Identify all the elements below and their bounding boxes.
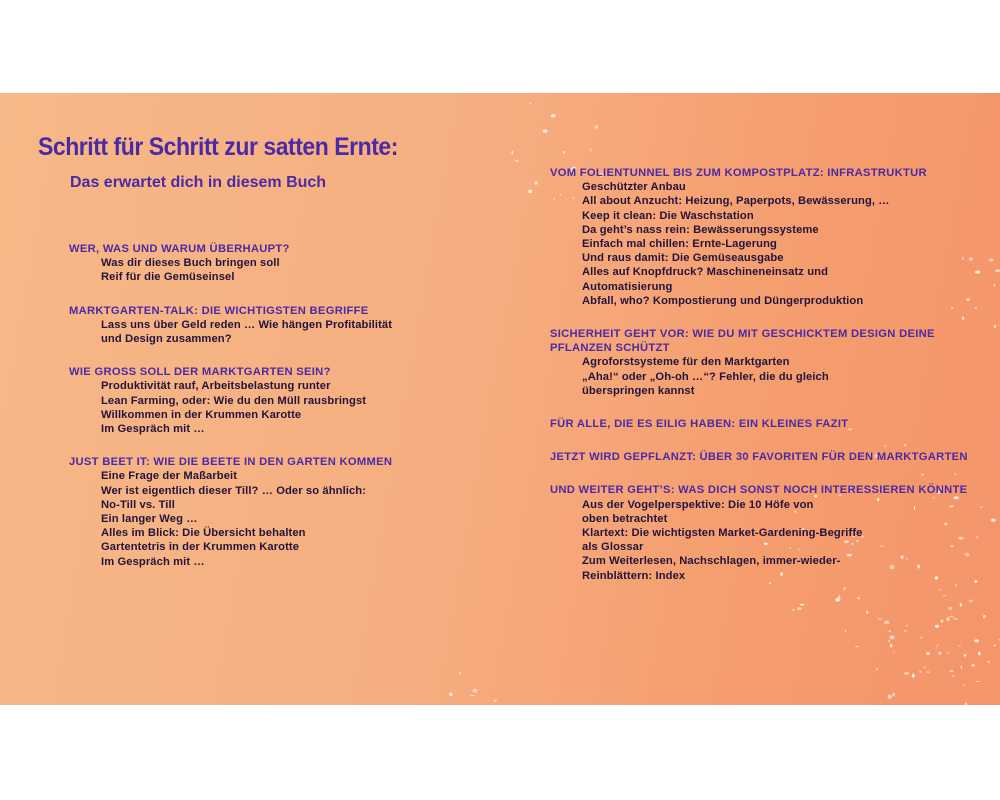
toc-section bbox=[550, 417, 970, 431]
toc-item: Eine Frage der Maßarbeit bbox=[101, 470, 238, 483]
toc-item: Aus der Vogelperspektive: Die 10 Höfe von bbox=[582, 498, 814, 511]
toc-item-list bbox=[550, 355, 970, 398]
toc-item: Im Gespräch mit … bbox=[101, 555, 205, 568]
toc-item: Lean Farming, oder: Wie du den Müll rausbringst bbox=[101, 394, 367, 407]
toc-item: No-Till vs. Till bbox=[101, 498, 175, 511]
toc-item: „Aha!“ oder „Oh-oh …“? Fehler, die du gleich bbox=[582, 370, 829, 383]
toc-section-heading: JUST BEET IT: WIE DIE BEETE IN DEN GARTEN KOMMEN bbox=[69, 456, 393, 469]
toc-item-list bbox=[550, 498, 970, 583]
toc-section-heading: MARKTGARTEN-TALK: DIE WICHTIGSTEN BEGRIFFE bbox=[69, 304, 369, 317]
toc-section bbox=[550, 483, 970, 582]
toc-item: Im Gespräch mit … bbox=[101, 423, 205, 436]
toc-item: Und raus damit: Die Gemüseausgabe bbox=[582, 252, 784, 265]
toc-section-heading: UND WEITER GEHT’S: WAS DICH SONST NOCH INTERESSIEREN KÖNNTE bbox=[550, 484, 968, 497]
toc-item: Reif für die Gemüseinsel bbox=[101, 271, 235, 284]
toc-item: Alles im Blick: Die Übersicht behalten bbox=[101, 527, 306, 540]
toc-section bbox=[69, 242, 469, 285]
toc-item: Da geht’s nass rein: Bewässerungssysteme bbox=[582, 223, 819, 236]
book-spread bbox=[0, 93, 1000, 705]
toc-item: Ein langer Weg … bbox=[101, 513, 198, 526]
page-title: Schritt für Schritt zur satten Ernte: bbox=[38, 133, 398, 161]
toc-section bbox=[69, 455, 469, 569]
toc-left-column bbox=[69, 242, 469, 588]
toc-item-list bbox=[550, 180, 970, 308]
toc-section-heading: WER, WAS UND WARUM ÜBERHAUPT? bbox=[69, 243, 290, 255]
toc-item: Lass uns über Geld reden … Wie hängen Profitabilität bbox=[101, 318, 393, 331]
toc-item-list bbox=[69, 256, 469, 284]
toc-item-list bbox=[69, 318, 469, 346]
toc-item: Automatisierung bbox=[582, 280, 673, 293]
toc-section bbox=[550, 166, 970, 308]
toc-item: All about Anzucht: Heizung, Paperpots, Bewässerung, … bbox=[582, 195, 890, 208]
toc-item: Alles auf Knopfdruck? Maschineneinsatz und bbox=[582, 266, 829, 279]
toc-item: Produktivität rauf, Arbeitsbelastung runter bbox=[101, 380, 331, 393]
toc-item: als Glossar bbox=[582, 541, 644, 554]
toc-section-heading: WIE GROSS SOLL DER MARKTGARTEN SEIN? bbox=[69, 366, 331, 379]
toc-item: überspringen kannst bbox=[582, 384, 695, 397]
toc-item: Was dir dieses Buch bringen soll bbox=[101, 257, 280, 270]
toc-item: und Design zusammen? bbox=[101, 333, 232, 346]
toc-section-heading: SICHERHEIT GEHT VOR: WIE DU MIT GESCHICKTEM DESIGN DEINE PFLANZEN SCHÜTZT bbox=[550, 328, 935, 355]
toc-item: Agroforstsysteme für den Marktgarten bbox=[582, 356, 790, 369]
toc-item: Einfach mal chillen: Ernte-Lagerung bbox=[582, 238, 777, 251]
toc-section bbox=[550, 327, 970, 398]
toc-item: Reinblättern: Index bbox=[582, 569, 686, 582]
toc-section bbox=[69, 365, 469, 436]
toc-section bbox=[550, 450, 970, 464]
toc-item: Zum Weiterlesen, Nachschlagen, immer-wieder- bbox=[582, 555, 841, 568]
page-subtitle: Das erwartet dich in diesem Buch bbox=[70, 174, 327, 191]
toc-item: Wer ist eigentlich dieser Till? … Oder so ähnlich: bbox=[101, 484, 367, 497]
toc-item: Gartentetris in der Krummen Karotte bbox=[101, 541, 300, 554]
toc-item: oben betrachtet bbox=[582, 512, 668, 525]
toc-item-list bbox=[69, 379, 469, 436]
toc-item: Abfall, who? Kompostierung und Düngerproduktion bbox=[582, 294, 864, 307]
toc-section-heading: VOM FOLIENTUNNEL BIS ZUM KOMPOSTPLATZ: INFRASTRUKTUR bbox=[550, 167, 927, 179]
toc-section bbox=[69, 304, 469, 347]
toc-item: Willkommen in der Krummen Karotte bbox=[101, 408, 302, 421]
toc-right-column bbox=[550, 166, 970, 602]
toc-item-list bbox=[69, 469, 469, 568]
toc-section-heading: JETZT WIRD GEPFLANZT: ÜBER 30 FAVORITEN FÜR DEN MARKTGARTEN bbox=[550, 451, 968, 464]
toc-item: Geschützter Anbau bbox=[582, 181, 686, 194]
toc-item: Keep it clean: Die Waschstation bbox=[582, 209, 754, 222]
toc-section-heading: FÜR ALLE, DIE ES EILIG HABEN: EIN KLEINES FAZIT bbox=[550, 418, 849, 431]
toc-item: Klartext: Die wichtigsten Market-Gardening-Begriffe bbox=[582, 527, 863, 540]
